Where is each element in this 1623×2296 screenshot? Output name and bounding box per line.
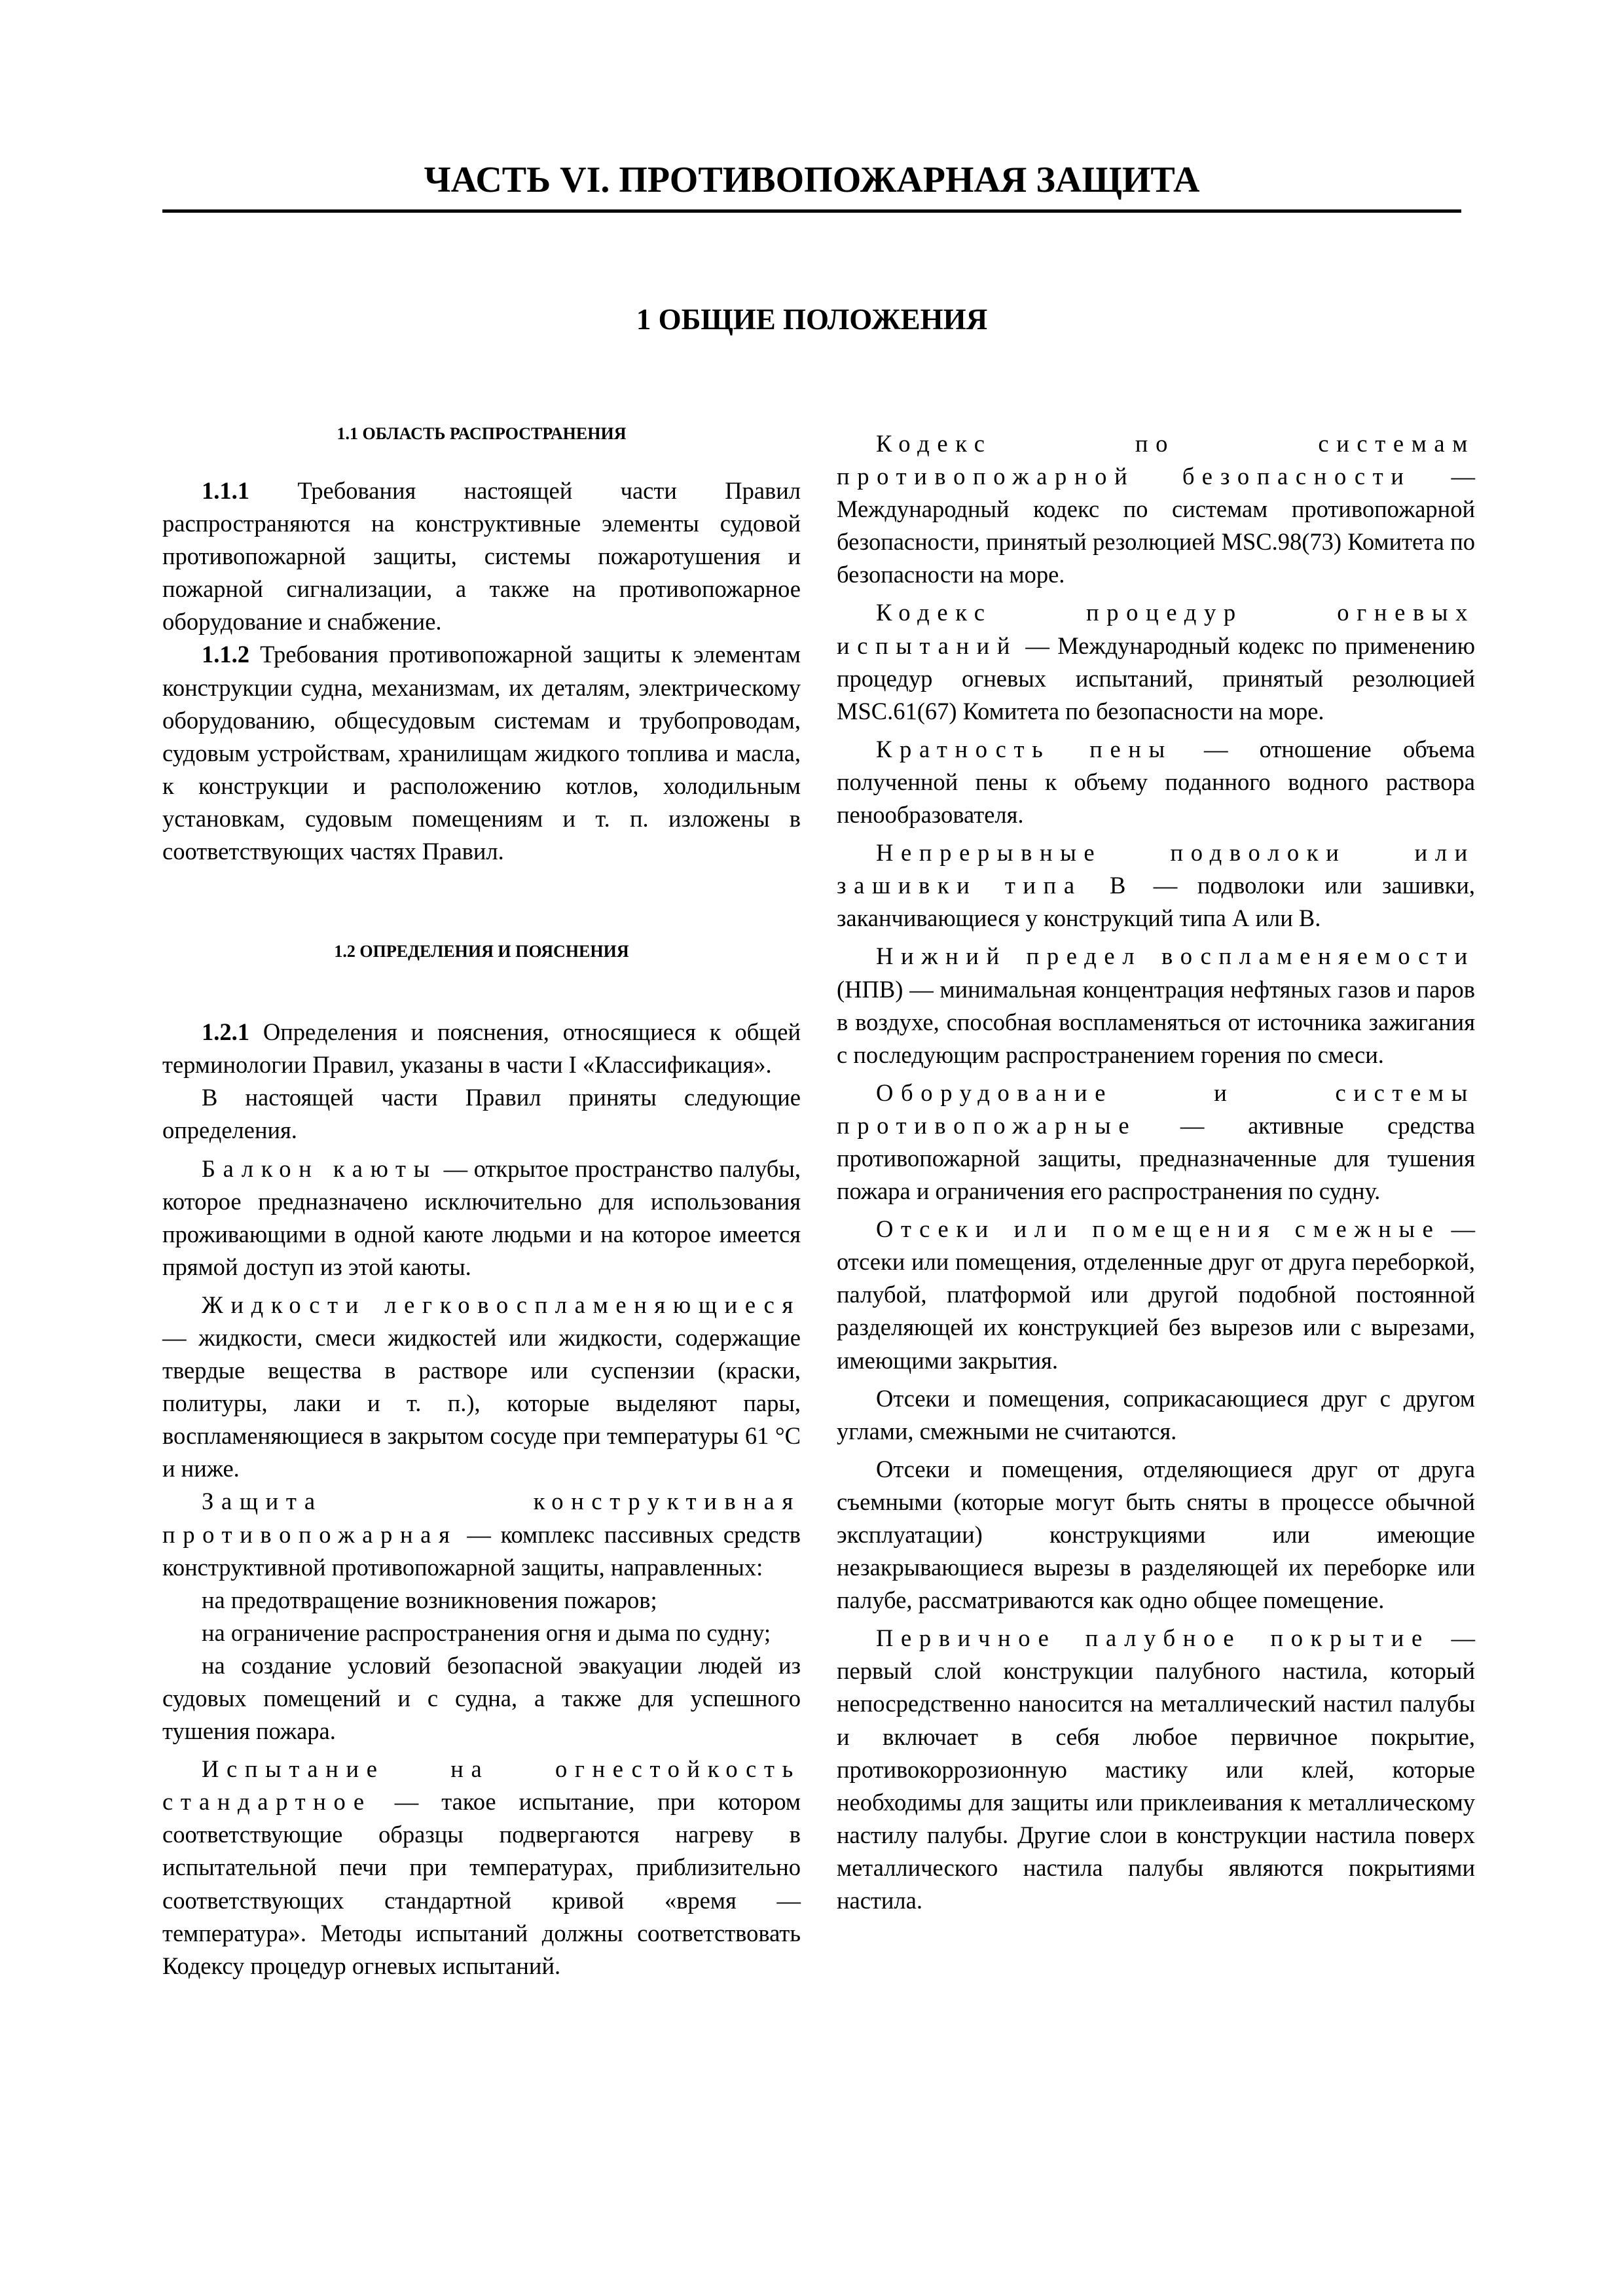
definition-text: — жидкости, смеси жидкостей или жидкости, содержащие твердые вещества в растворе или суспензии (краски, политуры, лаки и т. п.), которые выделяют пары, воспламеняющиеся в закрытом сосуде при температуры 61 °C и ниже. xyxy=(162,1323,801,1482)
definition-term: Кратность пены xyxy=(876,735,1173,762)
definition-lfl xyxy=(837,940,1475,1071)
definition-term: Нижний предел воспламеняемости xyxy=(876,942,1475,970)
definition-text: — комплекс пассивных средств конструктивной противопожарной защиты, направленных: xyxy=(162,1520,801,1581)
definition-term: Кодекс процедур огневых испытаний xyxy=(837,599,1475,659)
paragraph-1-1-2 xyxy=(162,638,801,868)
definition-balcony xyxy=(162,1153,801,1283)
definition-foam xyxy=(837,733,1475,831)
paragraph-adjacent-note: Отсеки и помещения, соприкасающиеся друг с другом углами, смежными не считаются. xyxy=(837,1384,1475,1444)
paragraph-1-2-1 xyxy=(162,1016,801,1081)
chapter-title: 1 ОБЩИЕ ПОЛОЖЕНИЯ xyxy=(636,303,988,336)
definition-equipment xyxy=(837,1077,1475,1208)
list-item: на предотвращение возникновения пожаров; xyxy=(202,1586,657,1613)
definition-text: — активные средства противопожарной защиты, предназначенные для тушения пожара и ограничения его распространения по судну. xyxy=(837,1111,1475,1205)
title-rule xyxy=(162,209,1461,213)
definition-ceilings xyxy=(837,836,1475,935)
definition-text: — первый слой конструкции палубного настила, который непосредственно наносится на металлический настил палубы и включает в себя любое первичное покрытие, противокоррозионную мастику или клей, которые необходимы для защиты или приклеивания к металлическому настилу палубы. Другие слои в конструкции настила поверх металлического настила палубы являются покрытиями настила. xyxy=(837,1624,1475,1914)
part-title: ЧАСТЬ VI. ПРОТИВОПОЖАРНАЯ ЗАЩИТА xyxy=(424,160,1200,200)
definition-text: — такое испытание, при котором соответствующие образцы подвергаются нагреву в испытательной печи при температурах, приблизительно соответствующих стандартной кривой «время — температура». Методы испытаний должны соответствовать Кодексу процедур огневых испытаний. xyxy=(162,1788,801,1979)
definition-term: Балкон каюты xyxy=(202,1155,437,1182)
definition-text: — подволоки или зашивки, заканчивающиеся у конструкций типа А или В. xyxy=(837,872,1475,932)
clause-text: Требования настоящей части Правил распространяются на конструктивные элементы судовой противопожарной защиты, системы пожаротушения и пожарной сигнализации, а также на противопожарное оборудование и снабжение. xyxy=(162,477,801,636)
list-item: на ограничение распространения огня и дыма по судну; xyxy=(202,1619,771,1646)
definition-term: Отсеки или помещения смежные xyxy=(876,1215,1441,1243)
definition-fss-code xyxy=(837,427,1475,591)
clause-text: Определения и пояснения, относящиеся к общей терминологии Правил, указаны в части I «Классификация». xyxy=(162,1018,801,1079)
definition-term: Защита конструктивная противопожарная xyxy=(162,1488,801,1548)
definition-term: Кодекс по системам противопожарной безопасности xyxy=(837,430,1475,490)
clause-number: 1.2.1 xyxy=(202,1018,249,1046)
section-1-1-title: 1.1 ОБЛАСТЬ РАСПРОСТРАНЕНИЯ xyxy=(337,424,627,443)
definition-term: Оборудование и системы противопожарные xyxy=(837,1079,1475,1139)
definition-term: Непрерывные подволоки или зашивки типа В xyxy=(837,839,1475,899)
definition-deck-covering xyxy=(837,1622,1475,1917)
definition-text: — Международный кодекс по применению процедур огневых испытаний, принятый резолюцией MSC.61(67) Комитета по безопасности на море. xyxy=(837,632,1475,725)
definition-protection xyxy=(162,1485,801,1583)
paragraph-1-1-1 xyxy=(162,475,801,638)
right-column xyxy=(837,422,1475,1917)
definition-text: — открытое пространство палубы, которое предназначено исключительно для использования проживающими в одной каюте людьми и на которое имеется прямой доступ из этой каюты. xyxy=(162,1155,801,1280)
left-column xyxy=(162,422,801,1982)
definition-text: — отсеки или помещения, отделенные друг от друга переборкой, палубой, платформой или другой подобной постоянной разделяющей их конструкцией без вырезов или с вырезами, имеющими закрытия. xyxy=(837,1215,1475,1374)
definition-adjacent xyxy=(837,1213,1475,1376)
definition-term: Испытание на огнестойкость стандартное xyxy=(162,1755,801,1816)
definition-term: Жидкости легковоспламеняющиеся xyxy=(202,1291,801,1318)
clause-number: 1.1.1 xyxy=(202,477,249,504)
definition-text: — Международный кодекс по системам противопожарной безопасности, принятый резолюцией MSC.98(73) Комитета по безопасности на море. xyxy=(837,463,1476,588)
clause-text: Требования противопожарной защиты к элементам конструкции судна, механизмам, их деталям, электрическому оборудованию, общесудовым системам и трубопроводам, судовым устройствам, хранилищам жидкого топлива и масла, к конструкции и расположению котлов, холодильным установкам, судовым помещениям и т. п. изложены в соответствующих частях Правил. xyxy=(162,641,801,865)
definition-term: Первичное палубное покрытие xyxy=(876,1624,1430,1652)
definition-text: (НПВ) — минимальная концентрация нефтяных газов и паров в воздухе, способная воспламеняться от источника зажигания с последующим распространением горения по смеси. xyxy=(837,975,1475,1068)
definition-liquids xyxy=(162,1289,801,1486)
definition-text: — отношение объема полученной пены к объему поданного водного раствора пенообразователя. xyxy=(837,735,1475,829)
paragraph-intro: В настоящей части Правил приняты следующие определения. xyxy=(162,1084,801,1144)
list-item: на создание условий безопасной эвакуации людей из судовых помещений и с судна, а также для успешного тушения пожара. xyxy=(162,1651,801,1745)
section-1-2-title: 1.2 ОПРЕДЕЛЕНИЯ И ПОЯСНЕНИЯ xyxy=(334,942,629,961)
definition-fire-test xyxy=(162,1753,801,1982)
definition-ftp-code xyxy=(837,596,1475,727)
clause-number: 1.1.2 xyxy=(202,641,249,668)
paragraph-adjacent-note: Отсеки и помещения, отделяющиеся друг от друга съемными (которые могут быть сняты в процессе обычной эксплуатации) конструкциями или имеющие незакрывающиеся вырезы в разделяющей их переборке или палубе, рассматриваются как одно общее помещение. xyxy=(837,1455,1475,1614)
